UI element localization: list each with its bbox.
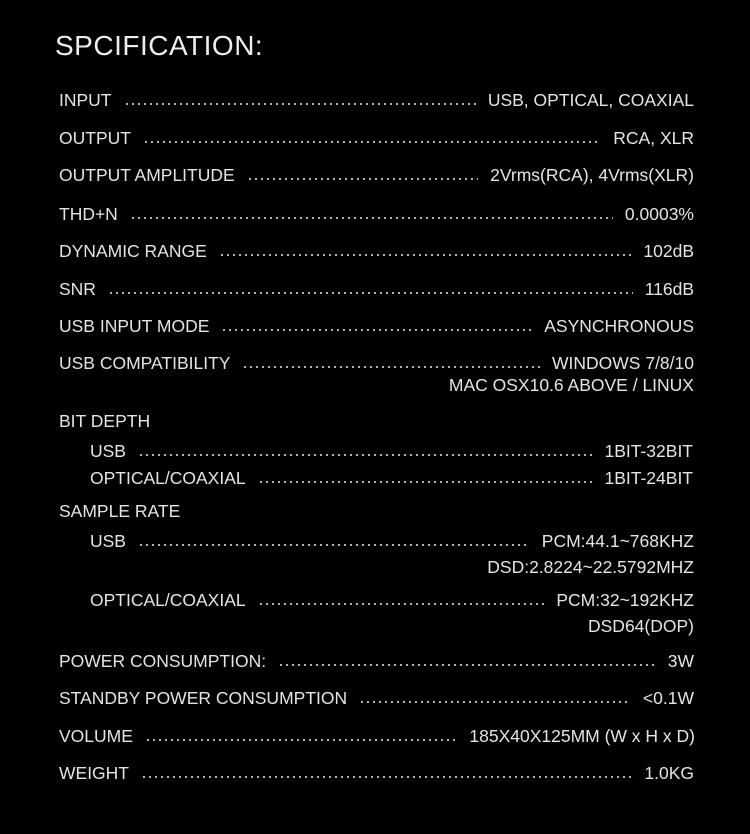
spec-label: USB bbox=[90, 441, 126, 461]
spec-label: OUTPUT AMPLITUDE bbox=[59, 165, 235, 185]
spec-row-dynamic-range bbox=[59, 241, 694, 261]
section-heading-sample-rate: SAMPLE RATE bbox=[59, 501, 181, 521]
spec-row-standby-power bbox=[59, 688, 694, 708]
leader-dots bbox=[138, 454, 593, 456]
leader-dots bbox=[258, 603, 545, 605]
spec-value: 0.0003% bbox=[624, 204, 694, 224]
spec-row-power-consumption bbox=[59, 651, 694, 671]
spec-row-bit-depth-optical bbox=[90, 468, 693, 488]
spec-label: STANDBY POWER CONSUMPTION bbox=[59, 688, 348, 708]
spec-value: PCM:32~192KHZ bbox=[556, 590, 694, 610]
leader-dots bbox=[219, 254, 632, 256]
spec-value: ASYNCHRONOUS bbox=[544, 316, 694, 336]
spec-label: INPUT bbox=[59, 90, 112, 110]
page-title: SPCIFICATION: bbox=[55, 30, 264, 61]
spec-label: VOLUME bbox=[59, 726, 133, 746]
spec-value: 116dB bbox=[644, 279, 694, 299]
spec-value: <0.1W bbox=[642, 688, 694, 708]
leader-dots bbox=[138, 544, 530, 546]
spec-value: 1BIT-24BIT bbox=[604, 468, 693, 488]
spec-row-snr bbox=[59, 279, 694, 299]
spec-row-output-amplitude bbox=[59, 165, 694, 185]
leader-dots bbox=[278, 664, 656, 666]
spec-label: DYNAMIC RANGE bbox=[59, 241, 207, 261]
spec-label: WEIGHT bbox=[59, 763, 129, 783]
section-heading-bit-depth: BIT DEPTH bbox=[59, 411, 151, 431]
spec-value: WINDOWS 7/8/10 bbox=[552, 353, 694, 373]
spec-row-volume bbox=[59, 726, 695, 746]
spec-value-continued: DSD64(DOP) bbox=[588, 616, 694, 636]
spec-value: 185X40X125MM (W x H x D) bbox=[469, 726, 695, 746]
spec-value: USB, OPTICAL, COAXIAL bbox=[487, 90, 694, 110]
leader-dots bbox=[242, 366, 540, 368]
spec-row-thd-n bbox=[59, 204, 694, 224]
leader-dots bbox=[247, 178, 478, 180]
spec-value: RCA, XLR bbox=[613, 128, 694, 148]
leader-dots bbox=[141, 776, 632, 778]
spec-value-continued: MAC OSX10.6 ABOVE / LINUX bbox=[448, 375, 694, 395]
spec-label: USB INPUT MODE bbox=[59, 316, 210, 336]
spec-row-output bbox=[59, 128, 694, 148]
leader-dots bbox=[145, 739, 457, 741]
leader-dots bbox=[258, 481, 593, 483]
spec-value: 3W bbox=[667, 651, 694, 671]
spec-label: SNR bbox=[59, 279, 96, 299]
spec-value: 1BIT-32BIT bbox=[604, 441, 693, 461]
spec-row-sample-rate-optical bbox=[90, 590, 694, 610]
spec-label: OUTPUT bbox=[59, 128, 131, 148]
spec-row-input bbox=[59, 90, 694, 110]
spec-value: 1.0KG bbox=[644, 763, 694, 783]
spec-label: USB bbox=[90, 531, 126, 551]
spec-label: OPTICAL/COAXIAL bbox=[90, 590, 246, 610]
spec-row-sample-rate-usb bbox=[90, 531, 694, 551]
spec-label: POWER CONSUMPTION: bbox=[59, 651, 267, 671]
spec-row-weight bbox=[59, 763, 694, 783]
spec-row-usb-compatibility bbox=[59, 353, 694, 373]
leader-dots bbox=[108, 292, 633, 294]
leader-dots bbox=[221, 329, 532, 331]
spec-label: USB COMPATIBILITY bbox=[59, 353, 231, 373]
spec-value: 102dB bbox=[643, 241, 694, 261]
spec-value: PCM:44.1~768KHZ bbox=[541, 531, 694, 551]
spec-value: 2Vrms(RCA), 4Vrms(XLR) bbox=[490, 165, 694, 185]
spec-value-continued: DSD:2.8224~22.5792MHZ bbox=[487, 557, 694, 577]
leader-dots bbox=[359, 701, 631, 703]
spec-row-usb-input-mode bbox=[59, 316, 694, 336]
spec-label: OPTICAL/COAXIAL bbox=[90, 468, 246, 488]
leader-dots bbox=[124, 103, 476, 105]
leader-dots bbox=[143, 141, 601, 143]
spec-row-bit-depth-usb bbox=[90, 441, 693, 461]
spec-label: THD+N bbox=[59, 204, 118, 224]
leader-dots bbox=[130, 217, 613, 219]
